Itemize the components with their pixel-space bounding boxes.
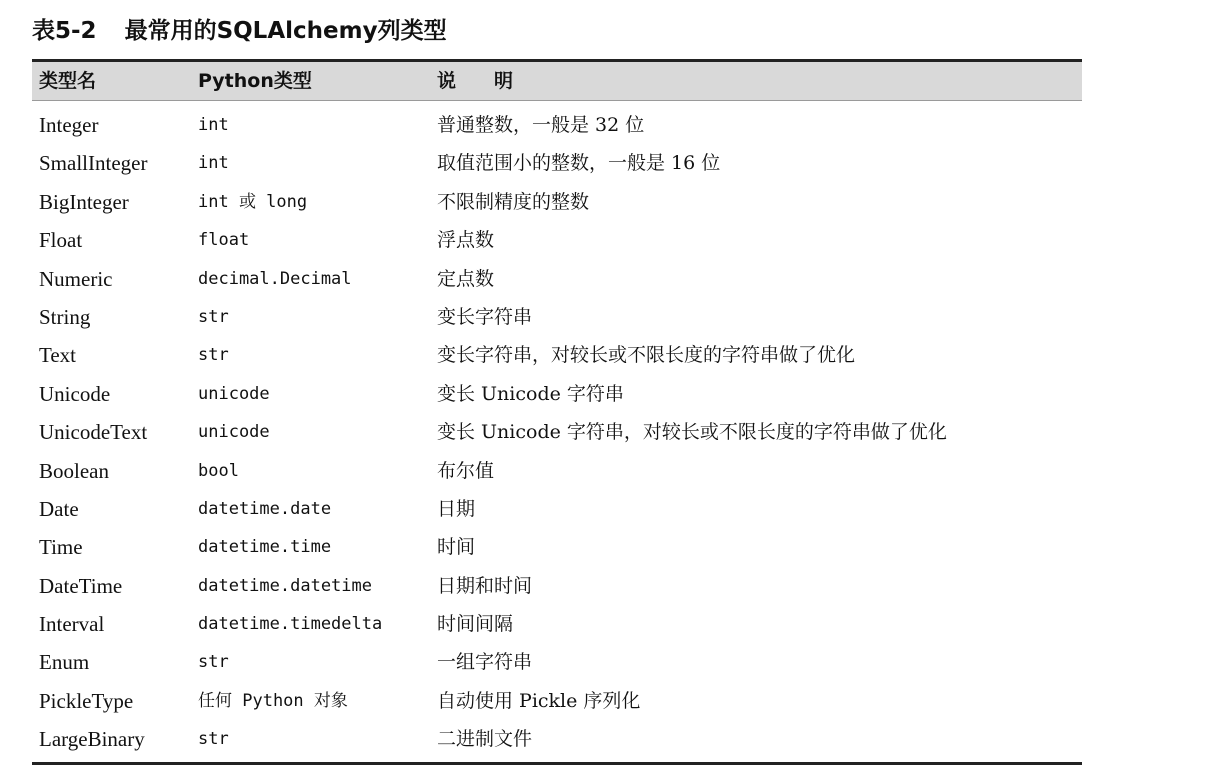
- python-type-cell: unicode: [198, 422, 270, 443]
- table-number: 表5-2: [32, 18, 97, 44]
- type-name-cell: PickleType: [39, 688, 134, 713]
- type-name-cell: DateTime: [39, 573, 123, 598]
- type-name-cell: Text: [39, 343, 77, 368]
- python-type-cell: float: [198, 230, 250, 251]
- table-row: [32, 144, 1082, 182]
- table-row: [32, 413, 1082, 451]
- table-row: [32, 643, 1082, 681]
- table-row: [32, 336, 1082, 374]
- description-cell: 取值范围小的整数，一般是 16 位: [437, 152, 721, 175]
- python-type-cell: int: [198, 153, 229, 174]
- type-name-cell: Time: [39, 535, 83, 560]
- description-cell: 二进制文件: [437, 728, 533, 751]
- table-body: [32, 101, 1082, 759]
- table-row: [32, 183, 1082, 221]
- table-row: [32, 605, 1082, 643]
- type-name-cell: Enum: [39, 650, 90, 675]
- python-type-cell: decimal.Decimal: [198, 268, 352, 289]
- description-cell: 自动使用 Pickle 序列化: [437, 689, 641, 712]
- python-type-cell: str: [198, 306, 229, 327]
- table-row: [32, 298, 1082, 336]
- type-name-cell: Date: [39, 496, 79, 521]
- python-type-cell: datetime.datetime: [198, 575, 372, 596]
- description-cell: 定点数: [437, 267, 495, 290]
- description-cell: 浮点数: [437, 229, 495, 252]
- description-cell: 日期: [437, 497, 476, 520]
- description-cell: 变长字符串: [437, 305, 533, 328]
- python-type-cell: str: [198, 345, 229, 366]
- table-row: [32, 528, 1082, 566]
- type-name-cell: UnicodeText: [39, 420, 148, 445]
- type-name-cell: Float: [39, 228, 83, 253]
- python-type-cell: str: [198, 652, 229, 673]
- type-name-cell: Interval: [39, 612, 105, 637]
- description-cell: 变长 Unicode 字符串，对较长或不限长度的字符串做了优化: [437, 421, 947, 444]
- python-type-cell: int: [198, 115, 229, 135]
- header-type-name: 类型名: [39, 70, 97, 92]
- description-cell: 时间间隔: [437, 613, 514, 636]
- table-row: [32, 106, 1082, 144]
- type-name-cell: Integer: [39, 113, 99, 137]
- table-row: [32, 682, 1082, 720]
- table-bottom-rule: [32, 762, 1082, 765]
- description-cell: 普通整数，一般是 32 位: [437, 114, 645, 136]
- table-title: 最常用的SQLAlchemy列类型: [124, 18, 447, 44]
- column-types-table: [32, 59, 1082, 765]
- header-python-type: Python类型: [198, 70, 312, 92]
- python-type-cell: unicode: [198, 383, 270, 404]
- type-name-cell: LargeBinary: [39, 727, 145, 752]
- type-name-cell: String: [39, 304, 91, 329]
- description-cell: 变长 Unicode 字符串: [437, 382, 624, 405]
- description-cell: 一组字符串: [437, 651, 533, 674]
- python-type-cell: datetime.date: [198, 498, 332, 519]
- description-cell: 日期和时间: [437, 574, 533, 597]
- python-type-cell: str: [198, 729, 229, 750]
- type-name-cell: Boolean: [39, 458, 109, 483]
- table-row: [32, 490, 1082, 528]
- python-type-cell: bool: [198, 460, 239, 481]
- type-name-cell: Numeric: [39, 266, 113, 291]
- table-row: [32, 567, 1082, 605]
- header-description: 说 明: [437, 70, 514, 92]
- type-name-cell: BigInteger: [39, 189, 129, 214]
- python-type-cell: int 或 long: [198, 191, 308, 212]
- table-row: [32, 260, 1082, 298]
- python-type-cell: datetime.timedelta: [198, 614, 383, 635]
- description-cell: 不限制精度的整数: [437, 190, 590, 213]
- table-caption: [32, 14, 447, 48]
- python-type-cell: datetime.time: [198, 537, 332, 558]
- table-row: [32, 221, 1082, 259]
- type-name-cell: SmallInteger: [39, 151, 148, 176]
- description-cell: 布尔值: [437, 459, 495, 482]
- type-name-cell: Unicode: [39, 381, 111, 406]
- table-row: [32, 452, 1082, 490]
- table-header-row: [32, 62, 1082, 101]
- table-row: [32, 375, 1082, 413]
- description-cell: 变长字符串，对较长或不限长度的字符串做了优化: [437, 344, 856, 367]
- python-type-cell: 任何 Python 对象: [198, 690, 348, 711]
- table-row: [32, 720, 1082, 758]
- description-cell: 时间: [437, 536, 476, 559]
